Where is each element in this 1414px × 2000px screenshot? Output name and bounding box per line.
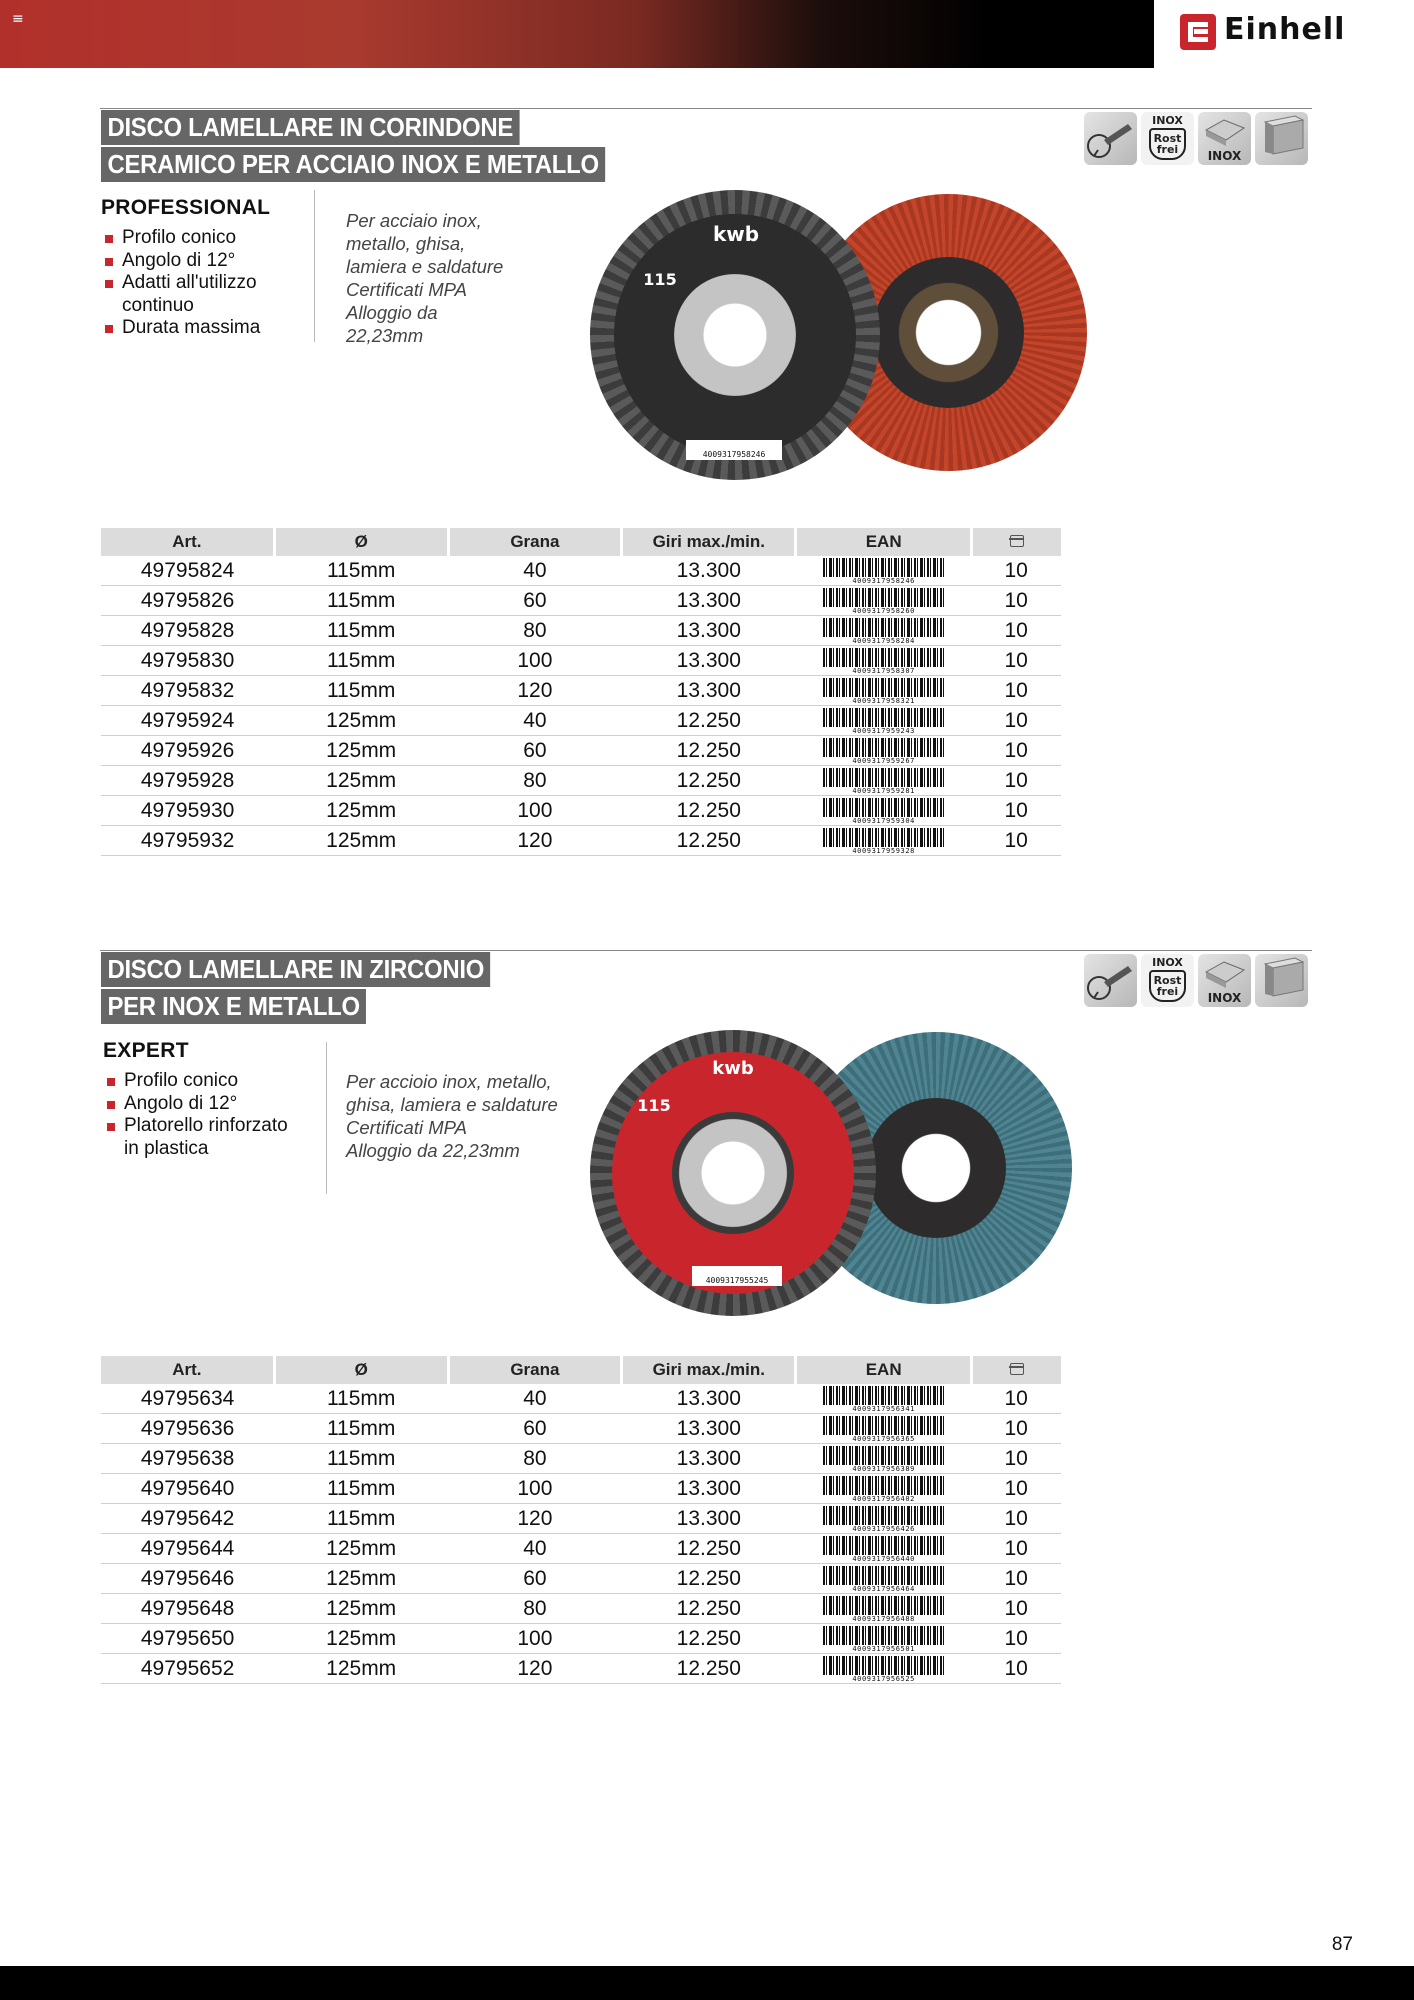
- package-icon: [1010, 535, 1024, 547]
- cell-rpm: 13.300: [622, 1414, 796, 1444]
- cell-ean: [796, 1474, 971, 1504]
- col-ean: EAN: [796, 1356, 971, 1384]
- cell-ean: [796, 646, 971, 676]
- section-title-line-2: PER INOX E METALLO: [101, 989, 366, 1024]
- ean-barcode: [823, 768, 945, 793]
- cell-diameter: 125mm: [274, 826, 448, 856]
- ean-number: 4009317956501: [823, 1645, 945, 1653]
- ean-number: 4009317956402: [823, 1495, 945, 1503]
- ean-barcode: [823, 588, 945, 613]
- cell-grana: 60: [448, 1414, 621, 1444]
- table-row: [101, 1504, 1061, 1534]
- column-divider: [314, 190, 315, 342]
- cell-rpm: 13.300: [622, 586, 796, 616]
- feature-list: [103, 1070, 313, 1160]
- cell-rpm: 12.250: [622, 826, 796, 856]
- feature-item: Angolo di 12°: [103, 1093, 313, 1116]
- table-row: [101, 616, 1061, 646]
- cell-diameter: 125mm: [274, 736, 448, 766]
- table-row: [101, 1624, 1061, 1654]
- section-title-line-1: DISCO LAMELLARE IN ZIRCONIO: [101, 952, 490, 987]
- rost-frei-label: Rost frei: [1153, 132, 1182, 156]
- ean-number: 4009317956464: [823, 1585, 945, 1593]
- ean-number: 4009317959328: [823, 847, 945, 855]
- cell-pack: 10: [971, 736, 1061, 766]
- ean-number: 4009317958260: [823, 607, 945, 615]
- ean-barcode: [823, 1596, 945, 1621]
- inox-sheet-icon: [1198, 112, 1251, 165]
- cell-art: 49795828: [101, 616, 274, 646]
- cell-pack: 10: [971, 1474, 1061, 1504]
- col-grana: Grana: [448, 1356, 621, 1384]
- cell-rpm: 12.250: [622, 1624, 796, 1654]
- table-row: [101, 706, 1061, 736]
- ean-number: 4009317959281: [823, 787, 945, 795]
- cell-grana: 80: [448, 1594, 621, 1624]
- cell-pack: 10: [971, 586, 1061, 616]
- cell-ean: [796, 676, 971, 706]
- cell-ean: [796, 586, 971, 616]
- col-grana: Grana: [448, 528, 621, 556]
- cell-ean: [796, 616, 971, 646]
- table-row: [101, 1384, 1061, 1414]
- cell-diameter: 125mm: [274, 1534, 448, 1564]
- cell-grana: 40: [448, 556, 621, 586]
- table-row: [101, 586, 1061, 616]
- cell-art: 49795928: [101, 766, 274, 796]
- cell-rpm: 12.250: [622, 1654, 796, 1684]
- einhell-mark-icon: [1180, 14, 1216, 50]
- col-diameter: Ø: [274, 1356, 448, 1384]
- angle-grinder-icon: [1084, 112, 1137, 165]
- ean-barcode: [823, 1386, 945, 1411]
- ean-barcode: [823, 708, 945, 733]
- cell-ean: [796, 1624, 971, 1654]
- cell-art: 49795648: [101, 1594, 274, 1624]
- cell-ean: [796, 766, 971, 796]
- ean-barcode: [823, 1446, 945, 1471]
- cell-art: 49795640: [101, 1474, 274, 1504]
- product-image: [590, 190, 1090, 500]
- cell-rpm: 12.250: [622, 796, 796, 826]
- cell-art: 49795824: [101, 556, 274, 586]
- cell-ean: [796, 1384, 971, 1414]
- cell-grana: 60: [448, 736, 621, 766]
- section-rule: [100, 108, 1312, 109]
- cell-rpm: 12.250: [622, 1534, 796, 1564]
- table-row: [101, 646, 1061, 676]
- cell-pack: 10: [971, 1504, 1061, 1534]
- brand-name: Einhell: [1224, 12, 1346, 47]
- feature-item: Profilo conico: [103, 1070, 313, 1093]
- table-row: [101, 736, 1061, 766]
- brand-logo[interactable]: [1154, 0, 1414, 68]
- product-image: [590, 1030, 1070, 1320]
- cell-rpm: 13.300: [622, 1474, 796, 1504]
- cell-grana: 80: [448, 616, 621, 646]
- cell-rpm: 12.250: [622, 766, 796, 796]
- cell-diameter: 115mm: [274, 1504, 448, 1534]
- cell-art: 49795634: [101, 1384, 274, 1414]
- inox-rost-frei-icon: [1141, 954, 1194, 1007]
- disc-barcode: 4009317955245: [692, 1266, 782, 1286]
- cell-pack: 10: [971, 1594, 1061, 1624]
- cell-pack: 10: [971, 1564, 1061, 1594]
- cell-pack: 10: [971, 706, 1061, 736]
- cell-pack: 10: [971, 766, 1061, 796]
- cell-grana: 40: [448, 706, 621, 736]
- cell-diameter: 115mm: [274, 676, 448, 706]
- cell-diameter: 115mm: [274, 586, 448, 616]
- col-rpm: Giri max./min.: [622, 528, 796, 556]
- cell-diameter: 125mm: [274, 706, 448, 736]
- col-rpm: Giri max./min.: [622, 1356, 796, 1384]
- inox-bottom-label: INOX: [1207, 149, 1242, 163]
- ean-barcode: [823, 1626, 945, 1651]
- cell-diameter: 125mm: [274, 796, 448, 826]
- ean-barcode: [823, 798, 945, 823]
- cell-diameter: 125mm: [274, 1624, 448, 1654]
- spec-table: [101, 1356, 1061, 1684]
- cell-grana: 120: [448, 1504, 621, 1534]
- ean-barcode: [823, 648, 945, 673]
- cell-ean: [796, 796, 971, 826]
- col-diameter: Ø: [274, 528, 448, 556]
- disc-front: [590, 190, 880, 480]
- cell-diameter: 115mm: [274, 1414, 448, 1444]
- cell-pack: 10: [971, 676, 1061, 706]
- footer-bar: [0, 1966, 1414, 2000]
- table-row: [101, 1654, 1061, 1684]
- disc-center: [674, 274, 796, 396]
- cell-diameter: 125mm: [274, 1564, 448, 1594]
- cell-pack: 10: [971, 556, 1061, 586]
- ean-barcode: [823, 1566, 945, 1591]
- cell-art: 49795646: [101, 1564, 274, 1594]
- feature-item: Durata massima: [101, 317, 301, 340]
- col-ean: EAN: [796, 528, 971, 556]
- table-body: [101, 1384, 1061, 1684]
- cell-pack: 10: [971, 1444, 1061, 1474]
- cell-grana: 100: [448, 646, 621, 676]
- cell-rpm: 13.300: [622, 1504, 796, 1534]
- cell-rpm: 13.300: [622, 616, 796, 646]
- inox-label: INOX: [1152, 114, 1183, 127]
- grade-label: PROFESSIONAL: [101, 196, 271, 219]
- ean-number: 4009317956440: [823, 1555, 945, 1563]
- feature-item: Angolo di 12°: [101, 250, 301, 273]
- cell-art: 49795926: [101, 736, 274, 766]
- cell-diameter: 125mm: [274, 1654, 448, 1684]
- ean-number: 4009317956488: [823, 1615, 945, 1623]
- disc-hub: [873, 257, 1024, 408]
- cell-rpm: 13.300: [622, 1384, 796, 1414]
- ean-barcode: [823, 1506, 945, 1531]
- disc-barcode: 4009317958246: [686, 440, 782, 460]
- cell-pack: 10: [971, 616, 1061, 646]
- table-row: [101, 1414, 1061, 1444]
- cell-diameter: 115mm: [274, 616, 448, 646]
- cell-rpm: 13.300: [622, 646, 796, 676]
- cell-rpm: 13.300: [622, 1444, 796, 1474]
- disc-center: [672, 1112, 794, 1234]
- cell-diameter: 125mm: [274, 766, 448, 796]
- cell-rpm: 12.250: [622, 736, 796, 766]
- disc-brand: kwb: [712, 222, 760, 246]
- grade-label: EXPERT: [103, 1039, 189, 1062]
- cell-diameter: 115mm: [274, 646, 448, 676]
- cell-grana: 120: [448, 826, 621, 856]
- table-row: [101, 1594, 1061, 1624]
- cell-ean: [796, 1504, 971, 1534]
- cell-grana: 40: [448, 1384, 621, 1414]
- cell-ean: [796, 1654, 971, 1684]
- cell-rpm: 12.250: [622, 1564, 796, 1594]
- cell-pack: 10: [971, 1534, 1061, 1564]
- cell-rpm: 12.250: [622, 1594, 796, 1624]
- ean-number: 4009317959304: [823, 817, 945, 825]
- cell-art: 49795638: [101, 1444, 274, 1474]
- cell-art: 49795924: [101, 706, 274, 736]
- ean-number: 4009317959267: [823, 757, 945, 765]
- cell-pack: 10: [971, 646, 1061, 676]
- cell-ean: [796, 556, 971, 586]
- disc-hub: [866, 1098, 1006, 1238]
- col-art: Art.: [101, 528, 274, 556]
- table-row: [101, 1444, 1061, 1474]
- cell-pack: 10: [971, 1384, 1061, 1414]
- package-icon: [1010, 1363, 1024, 1375]
- ean-number: 4009317956426: [823, 1525, 945, 1533]
- spec-table: [101, 528, 1061, 856]
- ean-barcode: [823, 558, 945, 583]
- table-header-row: [101, 528, 1061, 556]
- table-row: [101, 766, 1061, 796]
- disc-size: 115: [637, 1096, 671, 1115]
- feature-list: [101, 227, 301, 340]
- ean-number: 4009317958307: [823, 667, 945, 675]
- ean-number: 4009317958246: [823, 577, 945, 585]
- feature-item: Platorello rinforzato in plastica: [103, 1115, 313, 1160]
- table-row: [101, 676, 1061, 706]
- col-pack: [971, 1356, 1061, 1384]
- cell-art: 49795644: [101, 1534, 274, 1564]
- ean-number: 4009317956365: [823, 1435, 945, 1443]
- disc-size: 115: [643, 270, 677, 289]
- inox-rost-frei-icon: [1141, 112, 1194, 165]
- cell-grana: 80: [448, 766, 621, 796]
- cell-art: 49795650: [101, 1624, 274, 1654]
- ean-barcode: [823, 1536, 945, 1561]
- product-description: Per accioio inox, metallo, ghisa, lamiera e saldature Certificati MPA Alloggio da 22,23mm: [346, 1071, 558, 1161]
- cell-grana: 100: [448, 1624, 621, 1654]
- column-divider: [326, 1042, 327, 1194]
- table-header-row: [101, 1356, 1061, 1384]
- disc-front: [590, 1030, 876, 1316]
- feature-icons: [1084, 112, 1314, 168]
- table-row: [101, 1534, 1061, 1564]
- metal-beam-icon: [1255, 112, 1308, 165]
- cell-grana: 100: [448, 1474, 621, 1504]
- cell-grana: 100: [448, 796, 621, 826]
- cell-diameter: 115mm: [274, 1384, 448, 1414]
- ean-number: 4009317956389: [823, 1465, 945, 1473]
- menu-icon[interactable]: ≡: [12, 11, 24, 27]
- cell-grana: 120: [448, 1654, 621, 1684]
- angle-grinder-icon: [1084, 954, 1137, 1007]
- cell-art: 49795832: [101, 676, 274, 706]
- col-pack: [971, 528, 1061, 556]
- cell-art: 49795930: [101, 796, 274, 826]
- cell-ean: [796, 1444, 971, 1474]
- ean-number: 4009317958284: [823, 637, 945, 645]
- section-title-line-1: DISCO LAMELLARE IN CORINDONE: [101, 110, 519, 145]
- cell-pack: 10: [971, 1654, 1061, 1684]
- cell-rpm: 12.250: [622, 706, 796, 736]
- cell-diameter: 125mm: [274, 1594, 448, 1624]
- table-row: [101, 1474, 1061, 1504]
- feature-item: Profilo conico: [101, 227, 301, 250]
- cell-diameter: 115mm: [274, 556, 448, 586]
- ean-barcode: [823, 1656, 945, 1681]
- ean-number: 4009317958321: [823, 697, 945, 705]
- top-banner: [0, 0, 1414, 68]
- ean-barcode: [823, 678, 945, 703]
- section-rule: [100, 950, 1312, 951]
- table-body: [101, 556, 1061, 856]
- cell-diameter: 115mm: [274, 1444, 448, 1474]
- ean-barcode: [823, 738, 945, 763]
- cell-ean: [796, 1594, 971, 1624]
- cell-diameter: 115mm: [274, 1474, 448, 1504]
- ean-barcode: [823, 618, 945, 643]
- rost-frei-label: Rost frei: [1153, 974, 1182, 998]
- cell-art: 49795932: [101, 826, 274, 856]
- table-row: [101, 796, 1061, 826]
- cell-grana: 120: [448, 676, 621, 706]
- ean-number: 4009317959243: [823, 727, 945, 735]
- ean-number: 4009317956525: [823, 1675, 945, 1683]
- table-row: [101, 556, 1061, 586]
- disc-brand: kwb: [712, 1058, 754, 1079]
- cell-pack: 10: [971, 796, 1061, 826]
- page-number: 87: [1331, 1934, 1353, 1955]
- cell-ean: [796, 826, 971, 856]
- inox-bottom-label: INOX: [1207, 991, 1242, 1005]
- ean-barcode: [823, 1476, 945, 1501]
- cell-ean: [796, 1414, 971, 1444]
- cell-art: 49795830: [101, 646, 274, 676]
- cell-art: 49795636: [101, 1414, 274, 1444]
- table-row: [101, 826, 1061, 856]
- cell-grana: 60: [448, 586, 621, 616]
- cell-ean: [796, 706, 971, 736]
- cell-grana: 60: [448, 1564, 621, 1594]
- ean-number: 4009317956341: [823, 1405, 945, 1413]
- inox-label: INOX: [1152, 956, 1183, 969]
- product-description: Per acciaio inox, metallo, ghisa, lamiera e saldature Certificati MPA Alloggio da 22,23mm: [346, 210, 504, 346]
- cell-art: 49795826: [101, 586, 274, 616]
- cell-grana: 80: [448, 1444, 621, 1474]
- cell-rpm: 13.300: [622, 556, 796, 586]
- ean-barcode: [823, 1416, 945, 1441]
- cell-ean: [796, 1564, 971, 1594]
- section-title-line-2: CERAMICO PER ACCIAIO INOX E METALLO: [101, 147, 605, 182]
- col-art: Art.: [101, 1356, 274, 1384]
- cell-ean: [796, 736, 971, 766]
- cell-pack: 10: [971, 826, 1061, 856]
- cell-pack: 10: [971, 1624, 1061, 1654]
- feature-icons: [1084, 954, 1314, 1010]
- feature-item: Adatti all'utilizzo continuo: [101, 272, 301, 317]
- cell-pack: 10: [971, 1414, 1061, 1444]
- inox-sheet-icon: [1198, 954, 1251, 1007]
- ean-barcode: [823, 828, 945, 853]
- cell-art: 49795652: [101, 1654, 274, 1684]
- table-row: [101, 1564, 1061, 1594]
- cell-rpm: 13.300: [622, 676, 796, 706]
- metal-beam-icon: [1255, 954, 1308, 1007]
- cell-ean: [796, 1534, 971, 1564]
- cell-art: 49795642: [101, 1504, 274, 1534]
- cell-grana: 40: [448, 1534, 621, 1564]
